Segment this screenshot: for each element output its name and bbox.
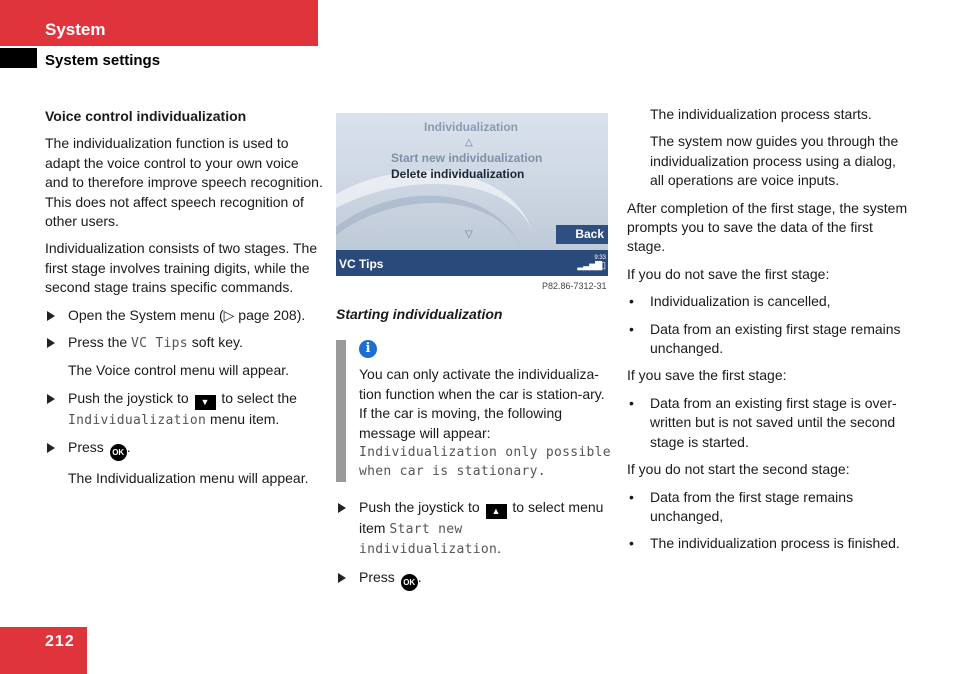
list-item: • Individualization is cancelled, [627,292,912,311]
display-text: Start new individualization [359,521,498,558]
info-icon: i [359,340,377,358]
paragraph: If you do not save the first stage: [627,265,830,282]
section-heading: Voice control individualization [45,108,247,124]
scroll-down-icon: ▽ [465,229,473,240]
note-bar [336,340,346,481]
bullet-icon: • [629,320,634,337]
instruction-step: Open the System menu (▷ page 208). [45,306,323,325]
ok-button-icon: OK [401,574,418,591]
paragraph: After completion of the first stage, the system prompts you to save the data of the first stage. [627,199,908,255]
subsection-marker [0,48,37,68]
page-ref-arrow-icon: ▷ [223,306,235,323]
display-message: Individualization only possible when car is stationary. [359,445,611,480]
vc-tips-label: VC Tips [339,257,384,271]
step-result: The system now guides you through the individualization process using a dialog, all operations are voice inputs. [650,133,899,189]
step-result: The Individualization menu will appear. [68,470,309,487]
signal-icon: ▂▃▅▇▯ [577,260,605,270]
joystick-down-icon: ▼ [195,395,216,410]
page-number: 212 [45,633,75,650]
list-item: • Data from an existing first stage remains unchanged. [629,320,901,357]
step-arrow-icon [338,573,346,583]
back-softkey: Back [556,225,608,244]
display-text: VC Tips [131,336,188,352]
clock: 9:33 [594,255,606,261]
ok-button-icon: OK [110,444,127,461]
instruction-step: Press the VC Tips soft key. [45,333,323,353]
list-item: • Data from an existing first stage is over-written but is not saved until the second stage is started. [629,394,897,450]
step-result: The individualization process starts. [650,106,872,122]
menu-item-start-new: Start new individualization [391,151,543,165]
step-arrow-icon [47,338,55,348]
list-item: • The individualization process is finished. [627,534,912,553]
figure-caption: Starting individualization [336,306,503,322]
step-arrow-icon [47,311,55,321]
menu-item-delete: Delete individualization [391,167,525,181]
section-title: System [45,20,106,39]
instruction-step: Press OK . [45,438,323,461]
instruction-step: Push the joystick to ▲ to select menu item Start new individualization. [336,498,611,560]
bullet-icon: • [629,293,634,310]
bullet-icon: • [629,488,634,505]
scroll-up-icon: △ [465,137,473,148]
step-arrow-icon [338,503,346,513]
paragraph: Individualization consists of two stages. The first stage involves training digits, while the second stage trains specific commands. [45,240,318,296]
info-note [336,340,611,481]
display-screenshot [336,113,608,276]
paragraph: The individualization function is used to adapt the voice control to your own voice and to therefore improve speech recognition. This does not affect speech recognition of other users. [45,135,323,230]
bullet-icon: • [629,535,634,552]
note-text: You can only activate the individualiza-tion function when the car is station-ary. If the car is moving, the following message will appear: [359,366,605,441]
column-left [45,105,323,497]
bullet-icon: • [629,394,634,411]
step-arrow-icon [47,443,55,453]
step-arrow-icon [47,394,55,404]
subsection-title: System settings [45,52,161,69]
column-right [627,105,912,562]
step-result: The Voice control menu will appear. [68,362,290,379]
joystick-up-icon: ▲ [486,504,507,519]
list-item: • Data from the first stage remains unchanged, [629,488,854,524]
screen-title: Individualization [423,120,518,134]
display-text: Individualization [68,412,207,428]
paragraph: If you save the first stage: [627,367,787,384]
paragraph: If you do not start the second stage: [627,461,850,478]
instruction-step: Press OK . [336,568,611,591]
instruction-step: Push the joystick to ▼ to select the Individualization menu item. [45,389,323,430]
column-middle [336,305,611,599]
figure-code: P82.86-7312-31 [542,281,607,291]
